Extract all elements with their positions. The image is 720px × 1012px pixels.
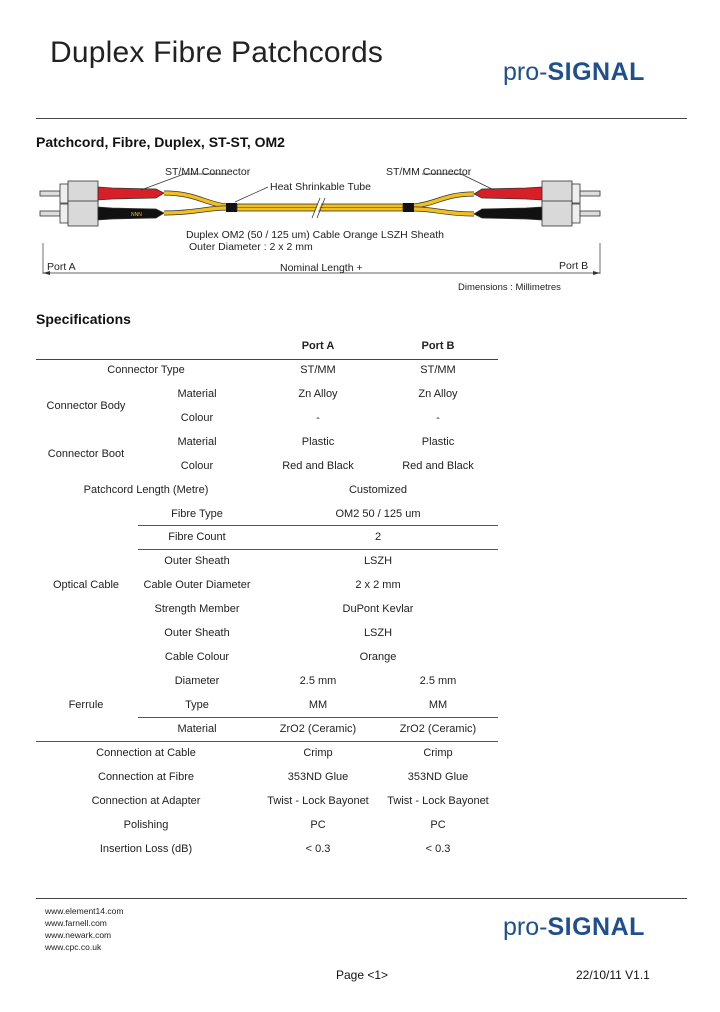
spec-value-port-a: ST/MM xyxy=(300,364,336,376)
left-connector-bottom xyxy=(40,201,164,226)
specs-heading: Specifications xyxy=(36,311,131,327)
right-connector-label: ST/MM Connector xyxy=(386,166,472,178)
spec-row-label: Outer Sheath xyxy=(164,555,230,567)
spec-value-both: LSZH xyxy=(363,627,393,639)
spec-row-label: Material xyxy=(177,436,217,448)
spec-value-port-b: - xyxy=(436,412,440,424)
spec-value-both: OM2 50 / 125 um xyxy=(335,508,421,520)
spec-row-label: Colour xyxy=(180,412,214,424)
spec-row-label: Connection at Cable xyxy=(96,747,196,759)
spec-row-label: Fibre Type xyxy=(171,508,223,520)
dimensions-note: Dimensions : Millimetres xyxy=(458,282,561,293)
spec-divider xyxy=(36,741,498,742)
spec-value-port-a: 2.5 mm xyxy=(299,675,337,687)
spec-value-port-a: Zn Alloy xyxy=(298,388,338,400)
spec-value-both: 2 xyxy=(374,531,382,543)
spec-value-both: DuPont Kevlar xyxy=(342,603,414,615)
spec-value-port-b: < 0.3 xyxy=(425,843,451,855)
spec-value-both: LSZH xyxy=(363,555,393,567)
spec-group-label: Optical Cable xyxy=(52,579,120,591)
spec-row-label: Insertion Loss (dB) xyxy=(99,843,193,855)
spec-row-label: Cable Outer Diameter xyxy=(143,579,251,591)
spec-row-label: Outer Sheath xyxy=(164,627,230,639)
spec-value-both: 2 x 2 mm xyxy=(355,579,401,591)
spec-row-label: Patchcord Length (Metre) xyxy=(83,484,209,496)
product-title: Patchcord, Fibre, Duplex, ST-ST, OM2 xyxy=(36,134,285,150)
port-b-label: Port B xyxy=(559,260,589,272)
port-a-label: Port A xyxy=(47,261,76,273)
svg-text:NNN: NNN xyxy=(131,212,142,218)
footer-link[interactable]: www.farnell.com xyxy=(45,918,107,928)
spec-value-port-b: PC xyxy=(430,819,446,831)
spec-value-port-a: Twist - Lock Bayonet xyxy=(267,795,369,807)
outer-diameter-label: Outer Diameter : 2 x 2 mm xyxy=(189,241,313,253)
spec-value-port-b: Red and Black xyxy=(402,460,474,472)
spec-value-port-b: Twist - Lock Bayonet xyxy=(387,795,489,807)
logo-signal-text: SIGNAL xyxy=(547,913,645,941)
spec-value-port-b: Crimp xyxy=(423,747,453,759)
spec-row-label: Connector Type xyxy=(107,364,185,376)
logo-pro-text: pro- xyxy=(503,913,548,941)
spec-row-label: Material xyxy=(177,723,217,735)
spec-value-port-b: Plastic xyxy=(421,436,455,448)
spec-divider xyxy=(138,549,498,550)
spec-row-label: Diameter xyxy=(174,675,220,687)
spec-value-port-a: Crimp xyxy=(303,747,333,759)
spec-value-port-a: MM xyxy=(308,699,328,711)
spec-value-port-a: Red and Black xyxy=(282,460,354,472)
specs-top-divider xyxy=(36,359,498,360)
spec-value-port-b: ZrO2 (Ceramic) xyxy=(399,723,477,735)
spec-row-label: Strength Member xyxy=(154,603,240,615)
spec-row-label: Connection at Adapter xyxy=(91,795,201,807)
footer-link[interactable]: www.cpc.co.uk xyxy=(45,942,102,952)
logo-signal-text: SIGNAL xyxy=(547,58,645,86)
spec-value-port-b: ST/MM xyxy=(420,364,456,376)
spec-group-label: Connector Boot xyxy=(47,448,125,460)
page-number: Page <1> xyxy=(336,968,389,982)
nominal-length-label: Nominal Length + xyxy=(280,262,363,274)
left-connector-label: ST/MM Connector xyxy=(165,166,251,178)
port-a-header: Port A xyxy=(301,340,335,352)
spec-value-port-a: Plastic xyxy=(301,436,335,448)
spec-row-label: Cable Colour xyxy=(164,651,230,663)
spec-group-label: Ferrule xyxy=(68,699,104,711)
footer-divider xyxy=(36,898,687,899)
spec-value-port-b: 353ND Glue xyxy=(407,771,469,783)
spec-value-port-a: - xyxy=(316,412,320,424)
spec-row-label: Material xyxy=(177,388,217,400)
footer-link[interactable]: www.newark.com xyxy=(45,930,112,940)
pro-signal-logo xyxy=(503,58,645,87)
spec-value-both: Orange xyxy=(359,651,397,663)
right-connector-top xyxy=(474,181,600,206)
spec-row-label: Colour xyxy=(180,460,214,472)
heat-shrink-label: Heat Shrinkable Tube xyxy=(270,181,371,193)
pro-signal-logo xyxy=(503,913,645,942)
spec-row-label: Fibre Count xyxy=(168,531,226,543)
spec-value-both: Customized xyxy=(348,484,408,496)
cable-description: Duplex OM2 (50 / 125 um) Cable Orange LSZH Sheath xyxy=(186,229,444,241)
spec-value-port-b: Zn Alloy xyxy=(418,388,458,400)
spec-row-label: Connection at Fibre xyxy=(98,771,194,783)
spec-value-port-a: < 0.3 xyxy=(305,843,331,855)
spec-value-port-a: 353ND Glue xyxy=(287,771,349,783)
spec-value-port-b: MM xyxy=(428,699,448,711)
page-title: Duplex Fibre Patchcords xyxy=(50,36,384,69)
spec-row-label: Type xyxy=(185,699,209,711)
port-b-header: Port B xyxy=(421,340,455,352)
spec-group-label: Connector Body xyxy=(46,400,126,412)
header-divider xyxy=(36,118,687,119)
footer-link[interactable]: www.element14.com xyxy=(45,906,124,916)
logo-pro-text: pro- xyxy=(503,58,548,86)
spec-divider xyxy=(138,525,498,526)
right-connector-bottom xyxy=(474,201,600,226)
left-connector-top xyxy=(40,181,164,206)
spec-divider xyxy=(138,717,498,718)
spec-value-port-b: 2.5 mm xyxy=(419,675,457,687)
spec-row-label: Polishing xyxy=(123,819,169,831)
spec-value-port-a: PC xyxy=(310,819,326,831)
doc-version: 22/10/11 V1.1 xyxy=(576,968,650,982)
spec-value-port-a: ZrO2 (Ceramic) xyxy=(279,723,357,735)
